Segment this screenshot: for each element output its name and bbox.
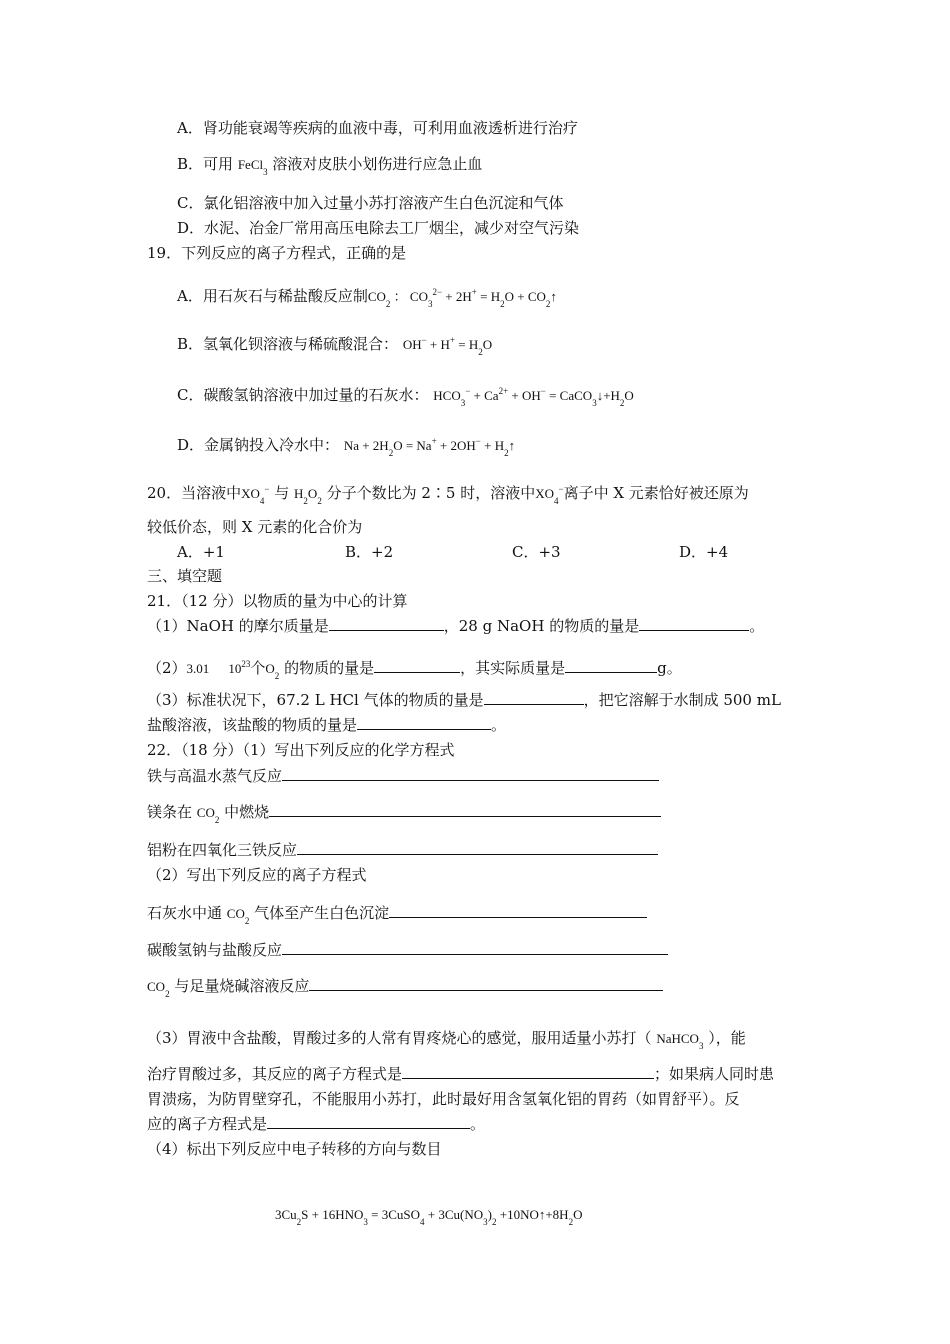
answer-blank[interactable]	[484, 690, 584, 705]
q18-option-c: C．氯化铝溶液中加入过量小苏打溶液产生白色沉淀和气体	[177, 194, 564, 212]
q22-part-3-text-d: ；如果病人同时患	[654, 1065, 775, 1083]
q22-ionic-3	[147, 976, 663, 1004]
xo4-formula-2: $XO_4^-$	[535, 484, 564, 506]
q19-option-a-text: A．用石灰石与稀盐酸反应制	[177, 287, 368, 305]
answer-blank[interactable]	[269, 802, 661, 817]
q22-ionic-1-text-b: 气体至产生白色沉淀	[254, 904, 390, 922]
q20-text-b: 与	[274, 484, 290, 502]
q21-part-1-text-a: （1）NaOH 的摩尔质量是	[147, 617, 329, 635]
power-of-ten-base: 10	[228, 661, 242, 676]
power-of-ten-exponent: 23	[241, 659, 251, 669]
q22-ionic-1	[147, 903, 647, 931]
q21-part-3-text-c: 盐酸溶液，该盐酸的物质的量是	[147, 716, 358, 734]
power-of-ten	[228, 661, 250, 676]
q20-line-1	[147, 479, 749, 511]
q18-option-a: A．肾功能衰竭等疾病的血液中毒，可利用血液透析进行治疗	[177, 119, 578, 137]
q18-option-b-prefix: B．可用	[177, 155, 234, 173]
q19-option-c-text: C．碳酸氢钠溶液中加过量的石灰水：	[177, 386, 429, 404]
q22-part-3-text-a: （3）胃液中含盐酸，胃酸过多的人常有胃疼烧心的感觉，服用适量小苏打（	[147, 1029, 652, 1047]
q18-option-b	[177, 154, 482, 182]
q20-option-c: C．+3	[512, 543, 561, 561]
q19-option-b-equation: $OH^- + H^+ = H_2O$	[402, 335, 493, 357]
q22-part-3-line-3: 胃溃疡，为防胃壁穿孔，不能服用小苏打，此时最好用含氢氧化铝的胃药（如胃舒平）。反	[147, 1090, 740, 1108]
q20-option-d: D．+4	[679, 543, 729, 561]
q22-part-4: （4）标出下列反应中电子转移的方向与数目	[147, 1140, 442, 1158]
q19-option-d	[177, 431, 515, 463]
q22-reaction-2-text-a: 镁条在	[147, 803, 193, 821]
answer-blank[interactable]	[374, 658, 460, 673]
q20-line-2: 较低价态，则 X 元素的化合价为	[147, 518, 363, 536]
q22-ionic-1-text-a: 石灰水中通	[147, 904, 223, 922]
answer-blank[interactable]	[309, 976, 663, 991]
co2-formula: $CO_2$	[147, 979, 170, 999]
q22-part-3-line-1	[147, 1028, 746, 1056]
q21-part-3-cont	[147, 715, 506, 735]
q21-part-3-text-d: 。	[491, 716, 507, 734]
q19-option-c	[177, 381, 634, 413]
answer-blank[interactable]	[389, 903, 647, 918]
q20-option-a: A．+1	[177, 543, 225, 561]
q19-option-d-text: D．金属钠投入冷水中：	[177, 436, 340, 454]
q21-part-2-text-c: 的物质的量是	[284, 659, 375, 677]
answer-blank[interactable]	[329, 616, 444, 631]
q22-part-3-text-g: 。	[470, 1115, 486, 1133]
q20-text-a: 20．当溶液中	[147, 484, 242, 502]
q22-ionic-2	[147, 940, 668, 960]
q19-option-d-equation: $Na + 2H_2O = Na^+ + 2OH^-$ + $H_2↑$	[343, 436, 516, 458]
section-heading-fill-in: 三、填空题	[147, 567, 223, 585]
q22-reaction-2-text-b: 中燃烧	[224, 803, 270, 821]
q20-option-b: B．+2	[345, 543, 394, 561]
q20-text-d: 离子中 X 元素恰好被还原为	[563, 484, 749, 502]
q22-part-3-line-4	[147, 1114, 485, 1134]
q19-option-b	[177, 330, 492, 362]
q21-part-2-text-a: （2）	[147, 659, 187, 677]
q21-part-3-text-b: ，把它溶解于水制成 500 mL	[583, 691, 781, 709]
q19-option-a	[177, 282, 557, 314]
q22-stem: 22．（18 分）（1）写出下列反应的化学方程式	[147, 741, 455, 759]
q22-part-3-text-f: 应的离子方程式是	[147, 1115, 268, 1133]
co2-formula: $CO_2$	[196, 805, 220, 825]
q22-part-3-text-c: 治疗胃酸过多，其反应的离子方程式是	[147, 1065, 403, 1083]
fecl3-formula-base: FeCl	[237, 157, 264, 172]
q18-option-b-suffix: 溶液对皮肤小划伤进行应急止血	[272, 155, 483, 173]
fecl3-formula	[237, 157, 268, 177]
q22-ionic-2-text: 碳酸氢钠与盐酸反应	[147, 941, 283, 959]
q22-reaction-3-text: 铝粉在四氧化三铁反应	[147, 841, 298, 859]
answer-blank[interactable]	[402, 1064, 654, 1079]
q18-option-d: D．水泥、冶金厂常用高压电除去工厂烟尘，减少对空气污染	[177, 219, 580, 237]
answer-blank[interactable]	[267, 1114, 470, 1129]
q21-part-1-text-c: 。	[749, 617, 765, 635]
q22-part-3-line-2	[147, 1064, 774, 1084]
answer-blank[interactable]	[297, 840, 658, 855]
q20-text-c: 分子个数比为 2∶5 时，溶液中	[326, 484, 536, 502]
q21-part-2-text-e: g。	[657, 659, 682, 677]
q22-reaction-3	[147, 840, 658, 860]
q21-part-1	[147, 616, 764, 636]
redox-equation: $3Cu_2S + 16HNO_3$ = 3CuSO$_4$ + $3Cu(NO_3)_2$ $+10NO↑+8H_2O$	[275, 1207, 583, 1227]
q21-part-3	[147, 690, 781, 710]
q21-stem: 21．（12 分）以物质的量为中心的计算	[147, 592, 408, 610]
q19-option-c-equation: $HCO_3^- + Ca^{2+} + OH^-$ = $CaCO_3↓+H_2O$	[433, 386, 634, 408]
q21-part-1-text-b: ，28 g NaOH 的物质的量是	[443, 617, 640, 635]
q19-stem: 19．下列反应的离子方程式，正确的是	[147, 244, 407, 262]
answer-blank[interactable]	[282, 940, 668, 955]
q19-option-b-text: B．氢氧化钡溶液与稀硫酸混合：	[177, 335, 399, 353]
co2-formula: $CO_2$	[226, 906, 250, 926]
q21-part-2-text-b: 个	[250, 659, 266, 677]
o2-formula: $O_2$	[265, 661, 280, 681]
avogadro-coefficient: 3.01	[186, 661, 210, 676]
q21-part-3-text-a: （3）标准状况下，67.2 L HCl 气体的物质的量是	[147, 691, 484, 709]
answer-blank[interactable]	[565, 658, 657, 673]
q22-part-3-text-b: ），能	[708, 1029, 746, 1047]
h2o2-formula: $H_2O_2$	[294, 486, 322, 506]
q22-reaction-1	[147, 766, 659, 786]
answer-blank[interactable]	[639, 616, 749, 631]
nahco3-formula: NaHCO$_3$	[656, 1031, 704, 1051]
fecl3-subscript: 3	[263, 167, 268, 177]
q19-option-a-equation: $CO_2$ ： $CO_3^{2-} + 2H^+ = H_2O$ + $CO_2↑$	[367, 287, 557, 309]
q21-part-2-text-d: ，其实际质量是	[460, 659, 566, 677]
answer-blank[interactable]	[282, 766, 659, 781]
xo4-formula: $XO_4^-$	[241, 484, 270, 506]
answer-blank[interactable]	[357, 715, 491, 730]
q22-reaction-1-text: 铁与高温水蒸气反应	[147, 767, 283, 785]
q22-ionic-3-text: 与足量烧碱溶液反应	[174, 977, 310, 995]
q22-reaction-2	[147, 802, 661, 830]
q22-part-2: （2）写出下列反应的离子方程式	[147, 866, 367, 884]
q21-part-2	[147, 654, 682, 686]
